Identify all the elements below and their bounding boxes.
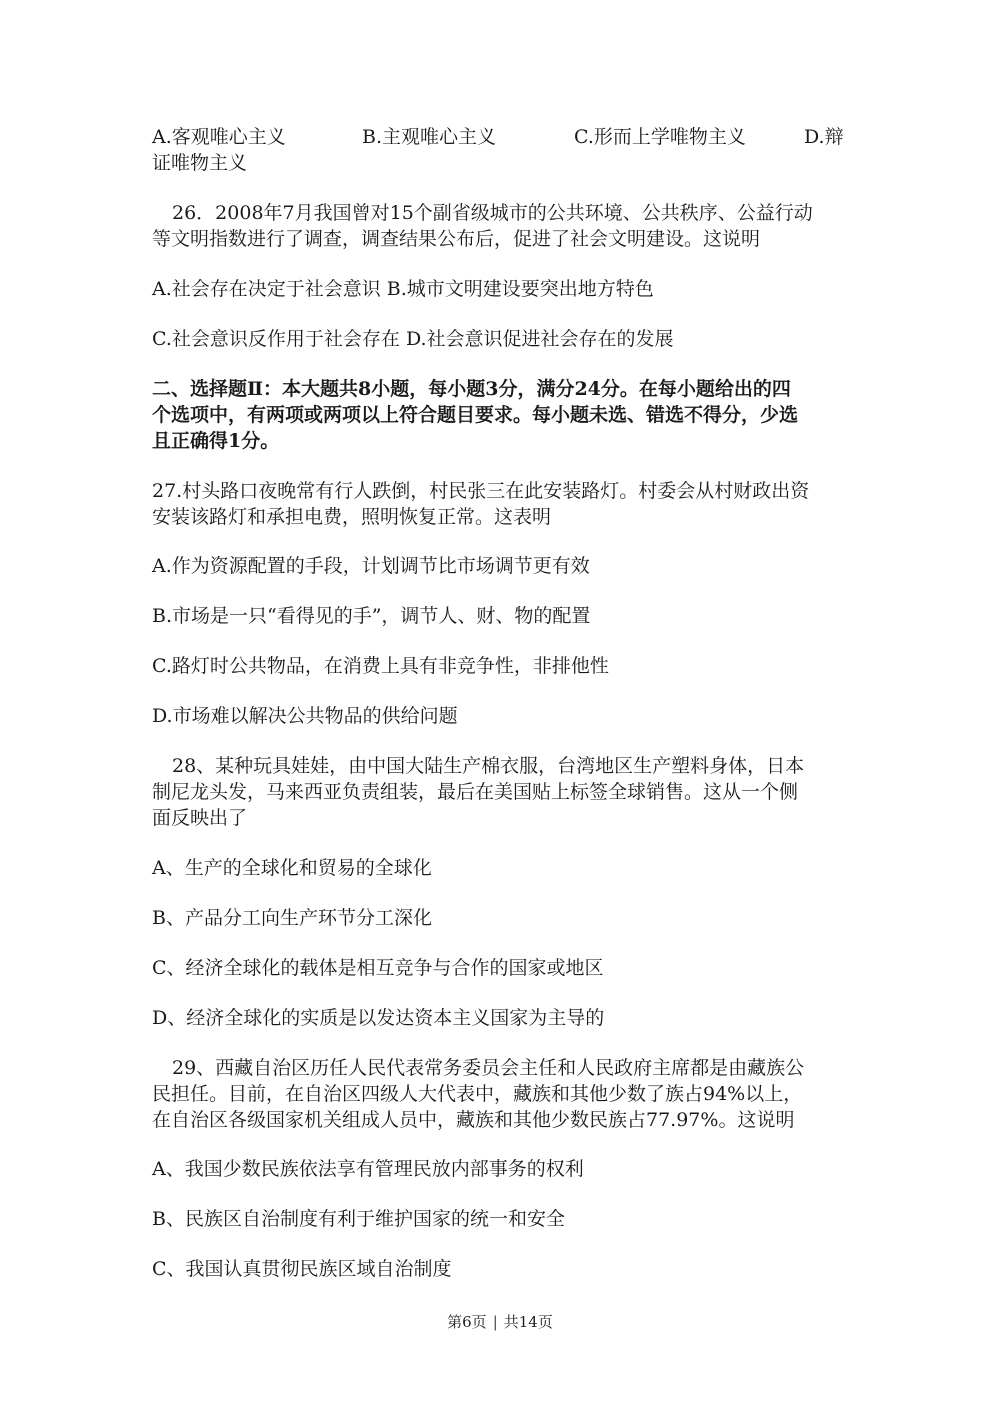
q25-option-b: B.主观唯心主义	[362, 126, 497, 148]
q28-stem-line2: 制尼龙头发，马来西亚负责组装，最后在美国贴上标签全球销售。这从一个侧	[152, 781, 799, 803]
q27-option-a: A.作为资源配置的手段，计划调节比市场调节更有效	[152, 555, 590, 577]
q25-option-d-part2: 证唯物主义	[152, 152, 248, 174]
section2-heading-line3: 且正确得1分。	[152, 430, 280, 452]
q28-option-a: A、生产的全球化和贸易的全球化	[152, 857, 432, 879]
q25-option-d-part1: D.辩	[804, 126, 844, 148]
q27-option-d: D.市场难以解决公共物品的供给问题	[152, 705, 458, 727]
q26-stem-line2: 等文明指数进行了调查，调查结果公布后，促进了社会文明建设。这说明	[152, 228, 761, 250]
q29-stem-line1: 29、西藏自治区历任人民代表常务委员会主任和人民政府主席都是由藏族公	[172, 1057, 805, 1079]
section2-heading-line1: 二、选择题Ⅱ：本大题共8小题，每小题3分，满分24分。在每小题给出的四	[152, 378, 791, 400]
q27-option-b: B.市场是一只“看得见的手”，调节人、财、物的配置	[152, 605, 591, 627]
q28-option-b: B、产品分工向生产环节分工深化	[152, 907, 432, 929]
q29-stem-line2: 民担任。目前，在自治区四级人大代表中，藏族和其他少数了族占94%以上，	[152, 1083, 803, 1105]
q27-stem-line1: 27.村头路口夜晚常有行人跌倒，村民张三在此安装路灯。村委会从村财政出资	[152, 480, 810, 502]
page-total: 共14页	[503, 1313, 553, 1331]
q26-options-cd: C.社会意识反作用于社会存在 D.社会意识促进社会存在的发展	[152, 328, 674, 350]
q29-stem-line3: 在自治区各级国家机关组成人员中，藏族和其他少数民族占77.97%。这说明	[152, 1109, 795, 1131]
q27-option-c: C.路灯时公共物品，在消费上具有非竞争性，非排他性	[152, 655, 609, 677]
q26-options-ab: A.社会存在决定于社会意识 B.城市文明建设要突出地方特色	[152, 278, 654, 300]
q27-stem-line2: 安装该路灯和承担电费，照明恢复正常。这表明	[152, 506, 552, 528]
footer-separator: |	[492, 1313, 498, 1331]
q25-option-c: C.形而上学唯物主义	[574, 126, 746, 148]
q29-option-b: B、民族区自治制度有利于维护国家的统一和安全	[152, 1208, 565, 1230]
section2-heading-line2: 个选项中，有两项或两项以上符合题目要求。每小题未选、错选不得分，少选	[152, 404, 799, 426]
q29-option-a: A、我国少数民族依法享有管理民放内部事务的权利	[152, 1158, 584, 1180]
page-number: 第6页	[447, 1313, 487, 1331]
q26-stem-line1: 26．2008年7月我国曾对15个副省级城市的公共环境、公共秩序、公益行动	[172, 202, 813, 224]
q25-option-a: A.客观唯心主义	[152, 126, 286, 148]
q28-stem-line1: 28、某种玩具娃娃，由中国大陆生产棉衣服，台湾地区生产塑料身体，日本	[172, 755, 805, 777]
q28-stem-line3: 面反映出了	[152, 807, 248, 829]
page-footer	[0, 1312, 1000, 1332]
q28-option-d: D、经济全球化的实质是以发达资本主义国家为主导的	[152, 1007, 605, 1029]
q29-option-c: C、我国认真贯彻民族区域自治制度	[152, 1258, 452, 1280]
q28-option-c: C、经济全球化的载体是相互竞争与合作的国家或地区	[152, 957, 604, 979]
